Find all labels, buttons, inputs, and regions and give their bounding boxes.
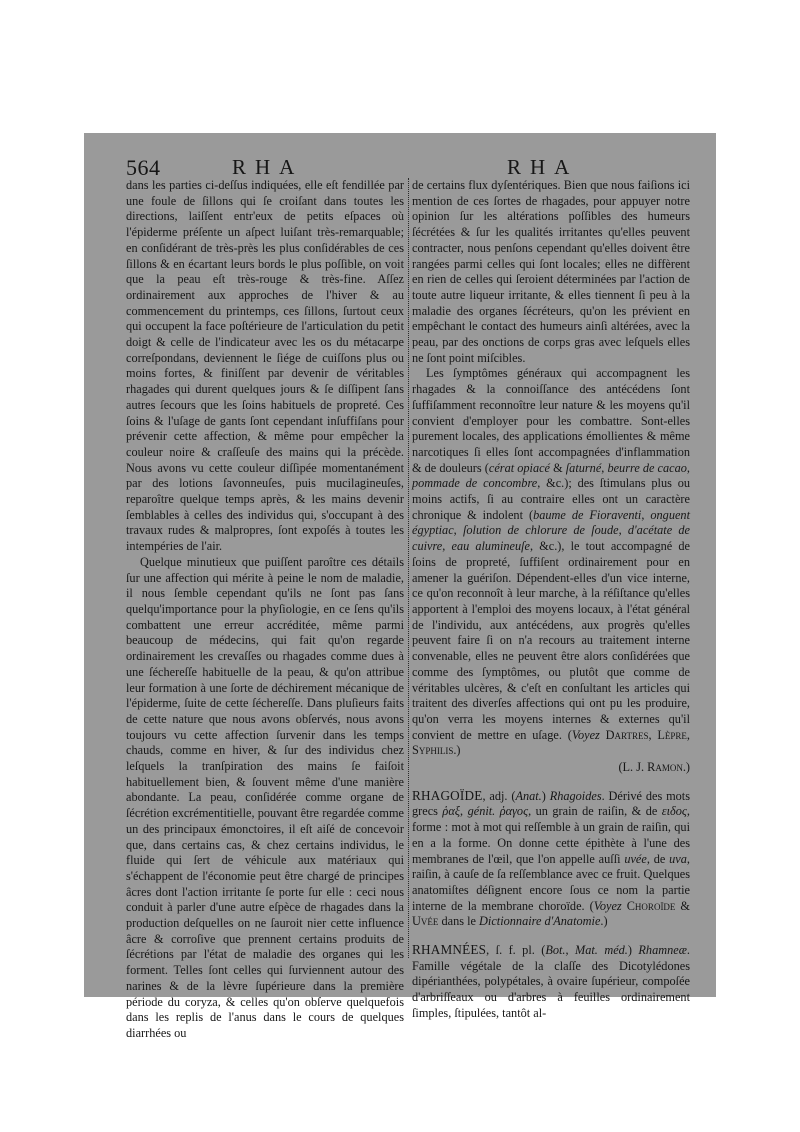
paragraph: de certains flux dyſentériques. Bien que nous faiſions ici mention de ces ſortes de rhagades, pour appuyer notre opinion ſur les altérations poſſibles des humeurs ſécrétées & ſur les qualités irritantes qu'elles peuvent contracter, nous penſons cependant qu'elles doivent être rangées parmi celles qui ſont locales; elles ne diffèrent en rien de celles qui ſeroient déterminées par l'action de toute autre liqueur irritante, & elles tiennent ſi peu à la maladie des organes ſécréteurs, qu'on les prévient en empêchant le contact des humeurs ainſi altérées, avec la peau, par des onctions de corps gras avec leſquels elles ne ſont point miſcibles. bbox=[412, 178, 690, 365]
text-run: , &c.), le tout accompagné de ſoins de propreté, ſuffiſent ordinairement pour en amener la guériſon. Dépendent-elles d'un vice interne, ce qu'on reconnoît à leur marche, à la réſiſtance qu'elles apportent à l'emploi des moyens locaux, à l'état général de l'individu, aux antécédens, aux progrès qu'elles peuvent faire ſi on n'a recours au traitement interne convenable, elles ne peuvent être alors conſidérées que comme des ſymptômes, ou plutôt que comme de véritables ulcères, & c'eſt en conſultant les articles qui traitent des diverſes affections qui ont pu les produire, qu'on verra les moyens internes & externes qu'il convient de mettre en uſage. ( bbox=[412, 539, 690, 742]
remedy: eau alumineuſe bbox=[451, 539, 530, 554]
text-run: ) bbox=[541, 788, 550, 803]
text-run: . Famille végétale de la claſſe des Dicotylédones dipérianthées, polypétales, à ovaire ſupérieur, compoſée d'arbriſſeaux ou d'arbres à feuilles ordinairement ſimples, ſtipulées, tantôt al- bbox=[412, 943, 690, 1020]
text-run: , bbox=[641, 507, 651, 522]
text-run: , bbox=[460, 804, 468, 819]
scanned-page bbox=[84, 133, 716, 1040]
text-run: , bbox=[686, 460, 690, 475]
text-run: , bbox=[453, 523, 463, 538]
cross-reference: Choroïde & Uvée bbox=[412, 898, 690, 929]
remedy: cérat opiacé bbox=[488, 460, 551, 475]
text-run: , adj. ( bbox=[482, 788, 516, 803]
latin-name: Rhamneæ bbox=[638, 943, 687, 958]
text-run: , &c.); des ſtimulans plus ou moins actifs, ſi au contraire elles ont un caractère chronique & indolent ( bbox=[412, 476, 691, 522]
remedy: onguent égyptiac bbox=[412, 507, 690, 538]
remedy: ſolution de chlorure de ſoude bbox=[462, 523, 619, 538]
left-column bbox=[126, 178, 404, 1040]
abbreviation: génit. bbox=[467, 804, 496, 819]
greek-word: ειδος bbox=[661, 804, 687, 819]
entry-headword: RHAMNÉES bbox=[412, 942, 487, 958]
paragraph bbox=[412, 366, 690, 759]
remedy: baume de Fioraventi bbox=[533, 507, 642, 522]
text-run: . Dérivé des mots grecs bbox=[412, 788, 691, 819]
voyez: Voyez bbox=[571, 727, 600, 742]
term: uvée bbox=[624, 851, 647, 866]
author-signature: (L. J. Ramon.) bbox=[618, 760, 690, 775]
text-run: Les ſymptômes généraux qui accompagnent les rhagades & la connoiſſance des antécédens ſont ſuffiſamment reconnoître leur nature & les moyens qu'il convient d'employer pour les combattre. Sont-elles purement locales, des applications émollientes & même narcotiques ſi elles ſont accompagnées d'inflammation & de douleurs ( bbox=[412, 366, 690, 475]
running-head-right: RHA bbox=[507, 155, 579, 179]
text-run: , ſ. f. pl. ( bbox=[486, 943, 546, 958]
right-column bbox=[412, 178, 691, 1020]
entry-domain: Anat. bbox=[515, 788, 542, 803]
entry-rhamnees bbox=[412, 942, 690, 1022]
entry-rhagoide bbox=[412, 788, 690, 930]
latin-name: Rhagoides bbox=[549, 788, 602, 803]
remedy: pommade de concombre bbox=[412, 476, 538, 491]
paragraph: Quelque minutieux que puiſſent paroître ces détails ſur une affection qui mérite à peine le nom de maladie, il nous ſemble cependant qu'ils ne ſont pas ſans quelqu'importance pour la phyſiologie, en ce ſens qu'ils combattent une erreur accréditée, même parmi beaucoup de médecins, qui fait qu'on regarde ordinairement les crevaſſes ou rhagades comme dues à une ſéchereſſe habituelle de la peau, & qu'on attribue leur formation à une ſorte de déchirement mécanique de l'épiderme, ſuite de cette ſéchereſſe. Dans pluſieurs faits de cette nature que nous avons obſervés, nous avons toujours vu cette affection ſurvenir dans les temps chauds, comme en hiver, & ſur des individus chez leſquels la tranſpiration des mains ſe faiſoit habituellement bien, & ſouvent même d'une manière abondante. La peau, conſidérée comme organe de ſécrétion excrémentitielle, pouvant être regardée comme un des principaux émonctoires, il eſt aiſé de concevoir que, dans certains cas, & chez certains individus, le fluide qui ſert de véhicule aux matériaux qui s'échappent de l'économie peut être chargé de principes âcres dont l'action irritante ſe porte ſur elle : ceci nous conduit à parler d'une autre eſpèce de rhagades dans la production deſquelles on ne ſauroit nier cette influence âcre & corroſive que prennent certains produits de ſécrétions par l'état de maladie des organes qui les forment. Telles ſont celles qui ſurviennent autour des narines & de la lèvre ſupérieure dans la première période du coryza, & celles qu'on obſerve quelquefois dans les replis de l'anus dans le cours de quelques diarrhées ou bbox=[126, 554, 404, 1040]
cross-reference: Dartres bbox=[605, 727, 649, 742]
entry-domain: Bot., Mat. méd. bbox=[545, 943, 628, 958]
text-run: , bbox=[686, 727, 690, 742]
remedy: ſaturné bbox=[565, 460, 602, 475]
page-number: 564 bbox=[126, 155, 161, 180]
text-run: , bbox=[618, 523, 628, 538]
text-run: ) bbox=[627, 943, 639, 958]
greek-word: ῥαξ bbox=[442, 804, 461, 819]
running-head-left: RHA bbox=[232, 155, 304, 179]
text-run: dans le bbox=[438, 914, 480, 929]
text-run: .) bbox=[453, 743, 461, 758]
text-run: , bbox=[442, 539, 452, 554]
text-run: , forme : mot à mot qui reſſemble à un grain de raiſin, qui en a la forme. On donne cette épithète à l'une des membranes de l'œil, que l'on appelle auſſi bbox=[412, 804, 690, 866]
text-run: , un grain de raiſin, & de bbox=[528, 804, 662, 819]
entry-headword: RHAGOÏDE bbox=[412, 787, 483, 803]
running-head bbox=[84, 155, 716, 179]
text-run: , bbox=[648, 727, 658, 742]
cross-reference: Syphilis bbox=[412, 743, 454, 758]
remedy: beurre de cacao bbox=[607, 460, 687, 475]
remedy: d'acétate de cuivre bbox=[412, 523, 691, 554]
text-run: , de bbox=[646, 851, 670, 866]
dictionary-title: Dictionnaire d'Anatomie bbox=[479, 914, 601, 929]
voyez: Voyez bbox=[593, 898, 622, 913]
term: uva bbox=[669, 851, 687, 866]
paragraph: dans les parties ci-deſſus indiquées, elle eſt fendillée par une foule de ſillons qui ſe croiſant dans toutes les directions, laiſſent entr'eux de petits eſpaces où l'épiderme préſente un aſpect luiſant très-remarquable; en conſidérant de très-près les plus conſidérables de ces ſillons & en écartant leurs bords le plus poſſible, on voit que la peau eſt très-rouge & très-fine. Aſſez ordinairement aux approches de l'hiver & au commencement du printemps, ces ſillons, ſurtout ceux qui occupent la face poſtérieure de l'articulation du petit doigt & celle de l'indicateur avec les os du métacarpe correſpondans, deviennent le ſiége de cuiſſons plus ou moins fortes, & finiſſent par devenir de véritables rhagades qui durent quelques jours & ſe diſſipent ſans autres ſecours que les ſoins habituels de propreté. Ces ſoins & l'uſage de gants ſont cependant inſuffiſans pour prévenir cette affection, & même pour empêcher la couleur noire & craſſeuſe des mains qui la précède. Nous avons vu cette couleur diſſipée momentanément par des lotions ſavonneuſes, puis mucilagineuſes, reparoître quelque temps après, & les mains devenir ſemblables à celles des individus qui, s'occupant à des travaux rudes & malpropres, ſont expoſés à toutes les intempéries de l'air. bbox=[126, 178, 404, 554]
column-divider bbox=[408, 178, 409, 958]
text-run: & bbox=[550, 460, 566, 475]
text-run: , raiſin, à cauſe de ſa reſſemblance avec ce fruit. Quelques anatomiſtes déſignent encore ſous ce nom la partie interne de la membrane choroïde. ( bbox=[412, 851, 690, 913]
text-run: , bbox=[601, 460, 608, 475]
greek-word: ῥαγος bbox=[499, 804, 529, 819]
cross-reference: Lèpre bbox=[657, 727, 687, 742]
text-run: .) bbox=[600, 914, 608, 929]
